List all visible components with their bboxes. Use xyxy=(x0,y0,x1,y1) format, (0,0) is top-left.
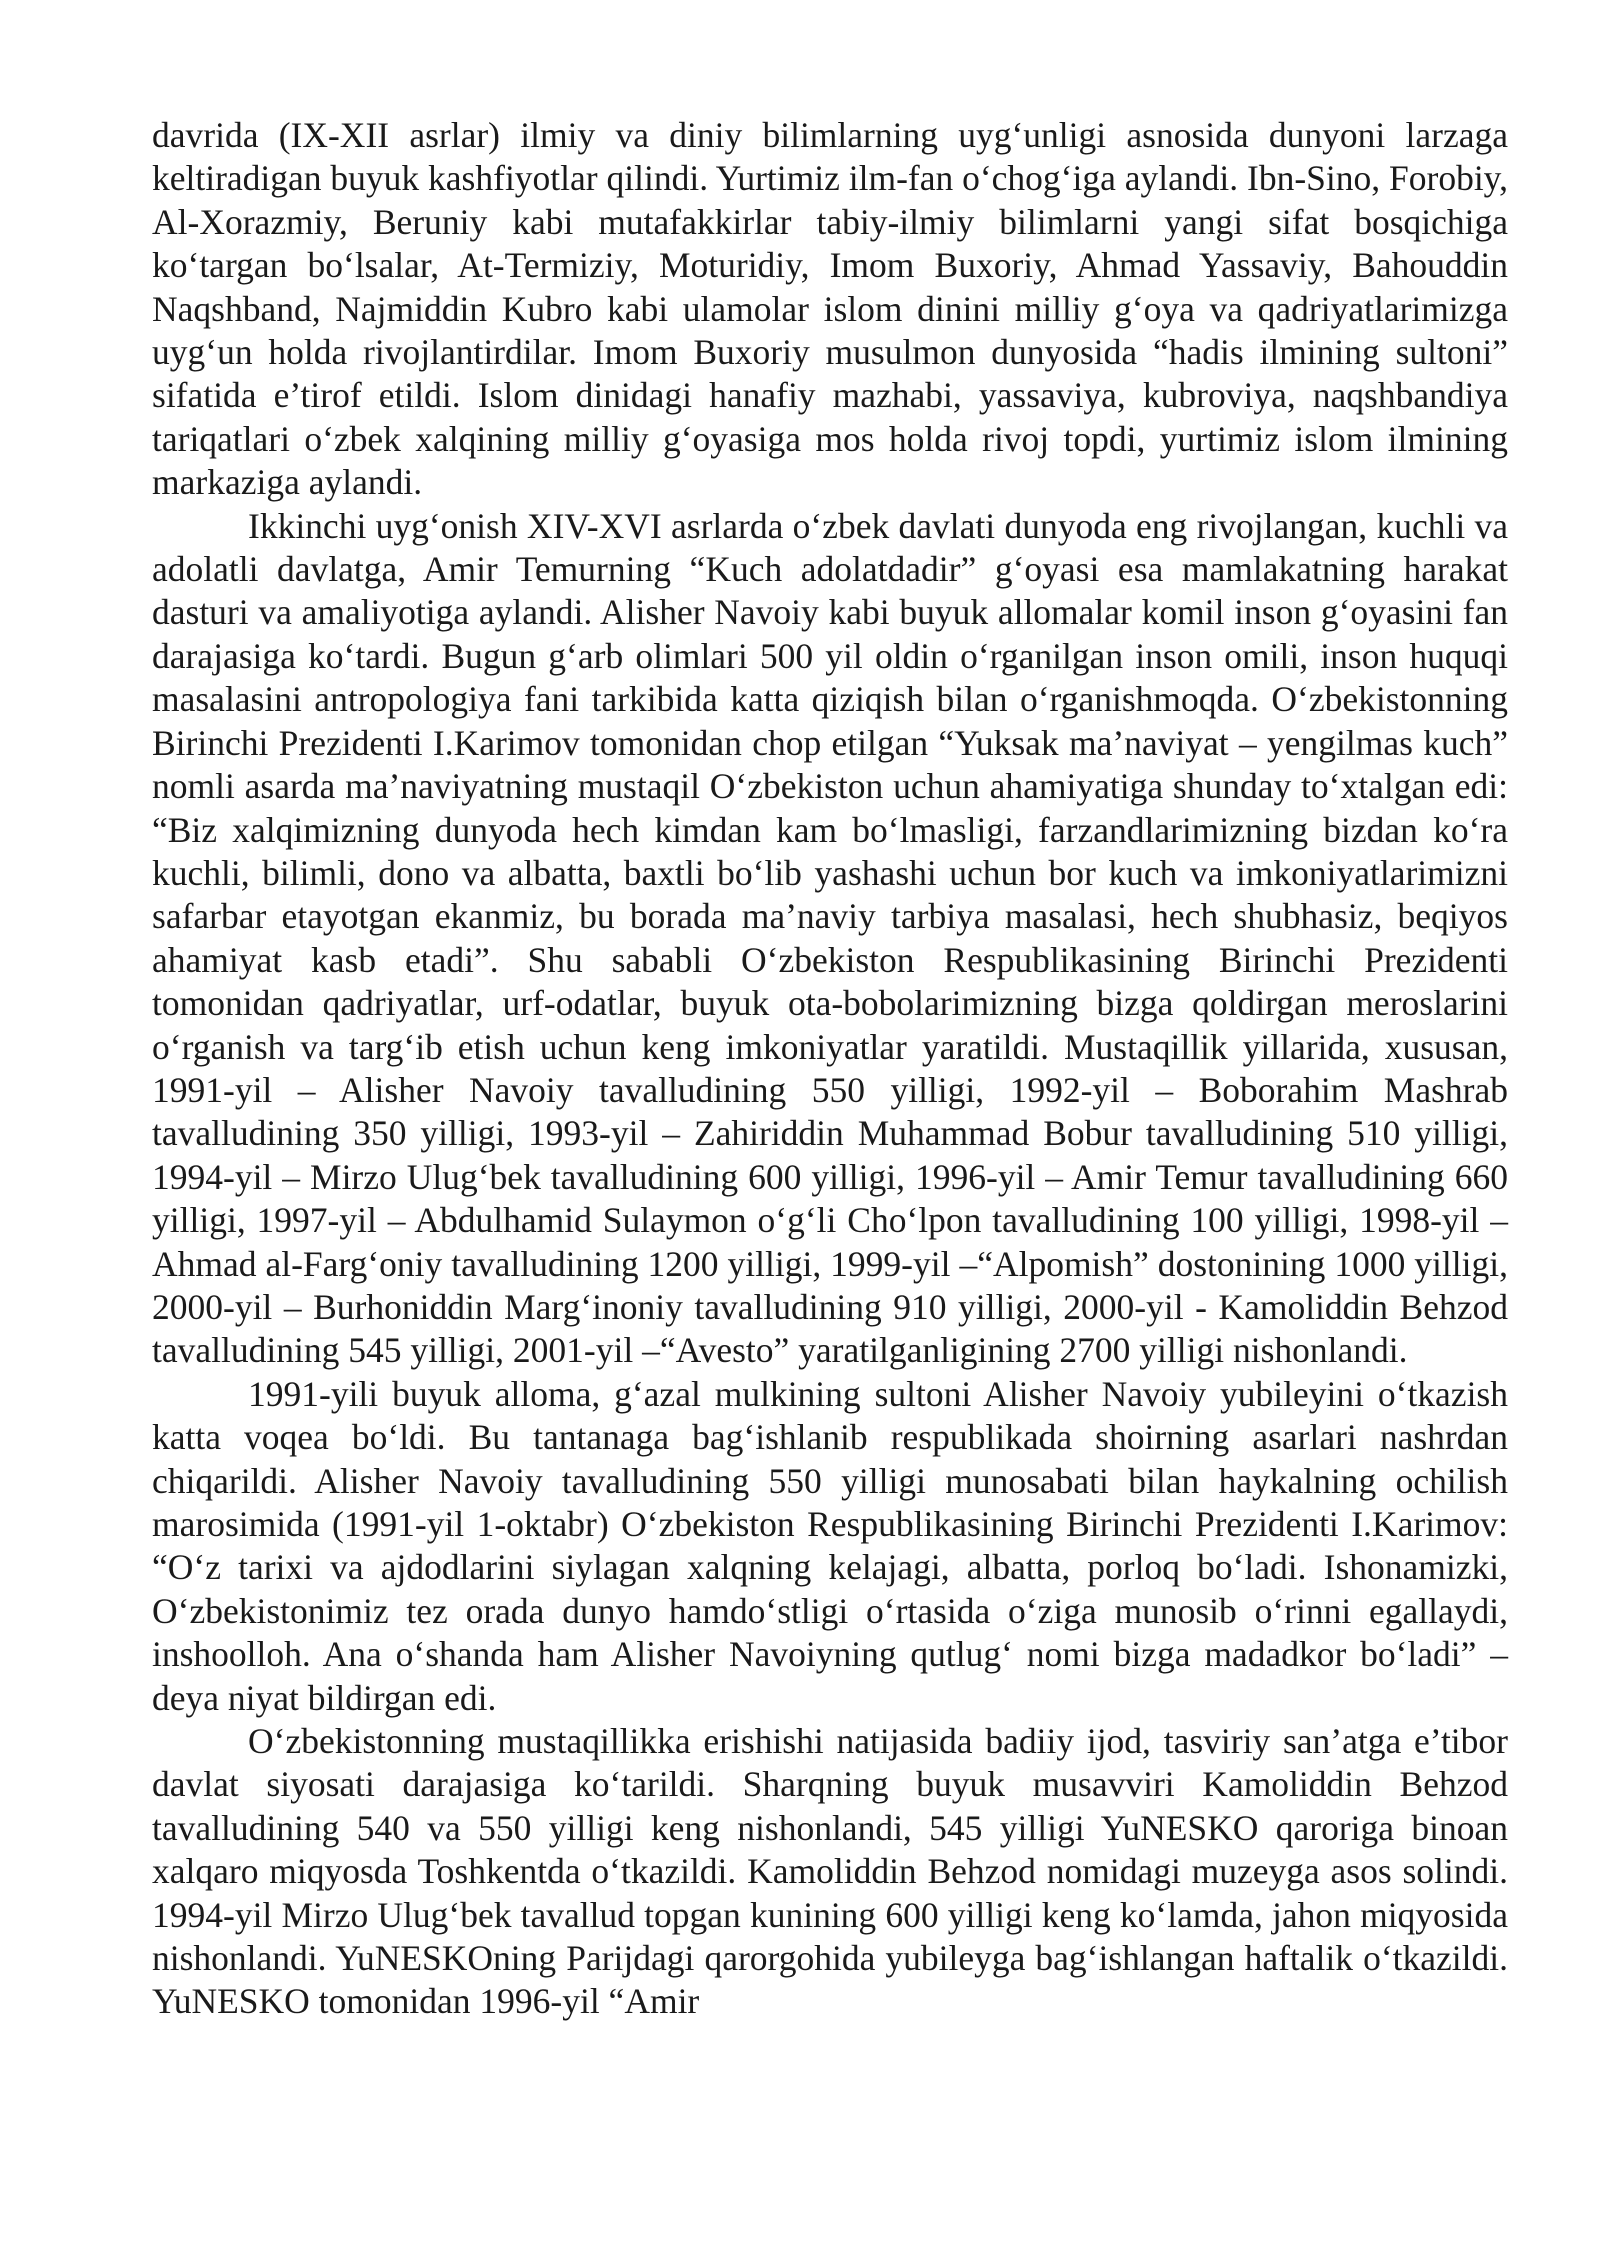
paragraph-4: Oʻzbekistonning mustaqillikka erishishi natijasida badiiy ijod, tasviriy san’atga e’tibor davlat siyosati darajasiga koʻtarildi. Sharqning buyuk musavviri Kamoliddin Behzod tavalludining 540 va 550 yilligi keng nishonlandi, 545 yilligi YuNESKO qaroriga binoan xalqaro miqyosda Toshkentda oʻtkazildi. Kamoliddin Behzod nomidagi muzeyga asos solindi. 1994-yil Mirzo Ulugʻbek tavallud topgan kunining 600 yilligi keng koʻlamda, jahon miqyosida nishonlandi. YuNESKOning Parijdagi qarorgohida yubileyga bagʻishlangan haftalik oʻtkazildi. YuNESKO tomonidan 1996-yil “Amir xyxy=(152,1721,1508,2022)
paragraph-2: Ikkinchi uygʻonish XIV-XVI asrlarda oʻzbek davlati dunyoda eng rivojlangan, kuchli va adolatli davlatga, Amir Temurning “Kuch adolatdadir” gʻoyasi esa mamlakatning harakat dasturi va amaliyotiga aylandi. Alisher Navoiy kabi buyuk allomalar komil inson gʻoyasini fan darajasiga koʻtardi. Bugun gʻarb olimlari 500 yil oldin oʻrganilgan inson omili, inson huquqi masalasini antropologiya fani tarkibida katta qiziqish bilan oʻrganishmoqda. Oʻzbekistonning Birinchi Prezidenti I.Karimov tomonidan chop etilgan “Yuksak ma’naviyat – yengilmas kuch” nomli asarda ma’naviyatning mustaqil Oʻzbekiston uchun ahamiyatiga shunday toʻxtalgan edi: “Biz xalqimizning dunyoda hech kimdan kam boʻlmasligi, farzandlarimizning bizdan koʻra kuchli, bilimli, dono va albatta, baxtli boʻlib yashashi uchun bor kuch va imkoniyatlarimizni safarbar etayotgan ekanmiz, bu borada ma’naviy tarbiya masalasi, hech shubhasiz, beqiyos ahamiyat kasb etadi”. Shu sababli Oʻzbekiston Respublikasining Birinchi Prezidenti tomonidan qadriyatlar, urf-odatlar, buyuk ota-bobolarimizning bizga qoldirgan meroslarini oʻrganish va targʻib etish uchun keng imkoniyatlar yaratildi. Mustaqillik yillarida, xususan, 1991-yil – Alisher Navoiy tavalludining 550 yilligi, 1992-yil – Boborahim Mashrab tavalludining 350 yilligi, 1993-yil – Zahiriddin Muhammad Bobur tavalludining 510 yilligi, 1994-yil – Mirzo Ulugʻbek tavalludining 600 yilligi, 1996-yil – Amir Temur tavalludining 660 yilligi, 1997-yil – Abdulhamid Sulaymon oʻgʻli Choʻlpon tavalludining 100 yilligi, 1998-yil – Ahmad al-Fargʻoniy tavalludining 1200 yilligi, 1999-yil –“Alpomish” dostonining 1000 yilligi, 2000-yil – Burhoniddin Margʻinoniy tavalludining 910 yilligi, 2000-yil - Kamoliddin Behzod tavalludining 545 yilligi, 2001-yil –“Avesto” yaratilganligining 2700 yilligi nishonlandi. xyxy=(152,505,1508,1371)
document-page xyxy=(152,114,1508,2024)
paragraph-3: 1991-yili buyuk alloma, gʻazal mulkining sultoni Alisher Navoiy yubileyini oʻtkazish katta voqea boʻldi. Bu tantanaga bagʻishlanib respublikada shoirning asarlari nashrdan chiqarildi. Alisher Navoiy tavalludining 550 yilligi munosabati bilan haykalning ochilish marosimida (1991-yil 1-oktabr) Oʻzbekiston Respublikasining Birinchi Prezidenti I.Karimov: “Oʻz tarixi va ajdodlarini siylagan xalqning kelajagi, albatta, porloq boʻladi. Ishonamizki, Oʻzbekistonimiz tez orada dunyo hamdoʻstligi oʻrtasida oʻziga munosib oʻrinni egallaydi, inshoolloh. Ana oʻshanda ham Alisher Navoiyning qutlugʻ nomi bizga madadkor boʻladi” – deya niyat bildirgan edi. xyxy=(152,1373,1508,1718)
paragraph-1: davrida (IX-XII asrlar) ilmiy va diniy bilimlarning uygʻunligi asnosida dunyoni larzaga keltiradigan buyuk kashfiyotlar qilindi. Yurtimiz ilm-fan oʻchogʻiga aylandi. Ibn-Sino, Forobiy, Al-Xorazmiy, Beruniy kabi mutafakkirlar tabiy-ilmiy bilimlarni yangi sifat bosqichiga koʻtargan boʻlsalar, At-Termiziy, Moturidiy, Imom Buxoriy, Ahmad Yassaviy, Bahouddin Naqshband, Najmiddin Kubro kabi ulamolar islom dinini milliy gʻoya va qadriyatlarimizga uygʻun holda rivojlantirdilar. Imom Buxoriy musulmon dunyosida “hadis ilmining sultoni” sifatida e’tirof etildi. Islom dinidagi hanafiy mazhabi, yassaviya, kubroviya, naqshbandiya tariqatlari oʻzbek xalqining milliy gʻoyasiga mos holda rivoj topdi, yurtimiz islom ilmining markaziga aylandi. xyxy=(152,115,1508,503)
